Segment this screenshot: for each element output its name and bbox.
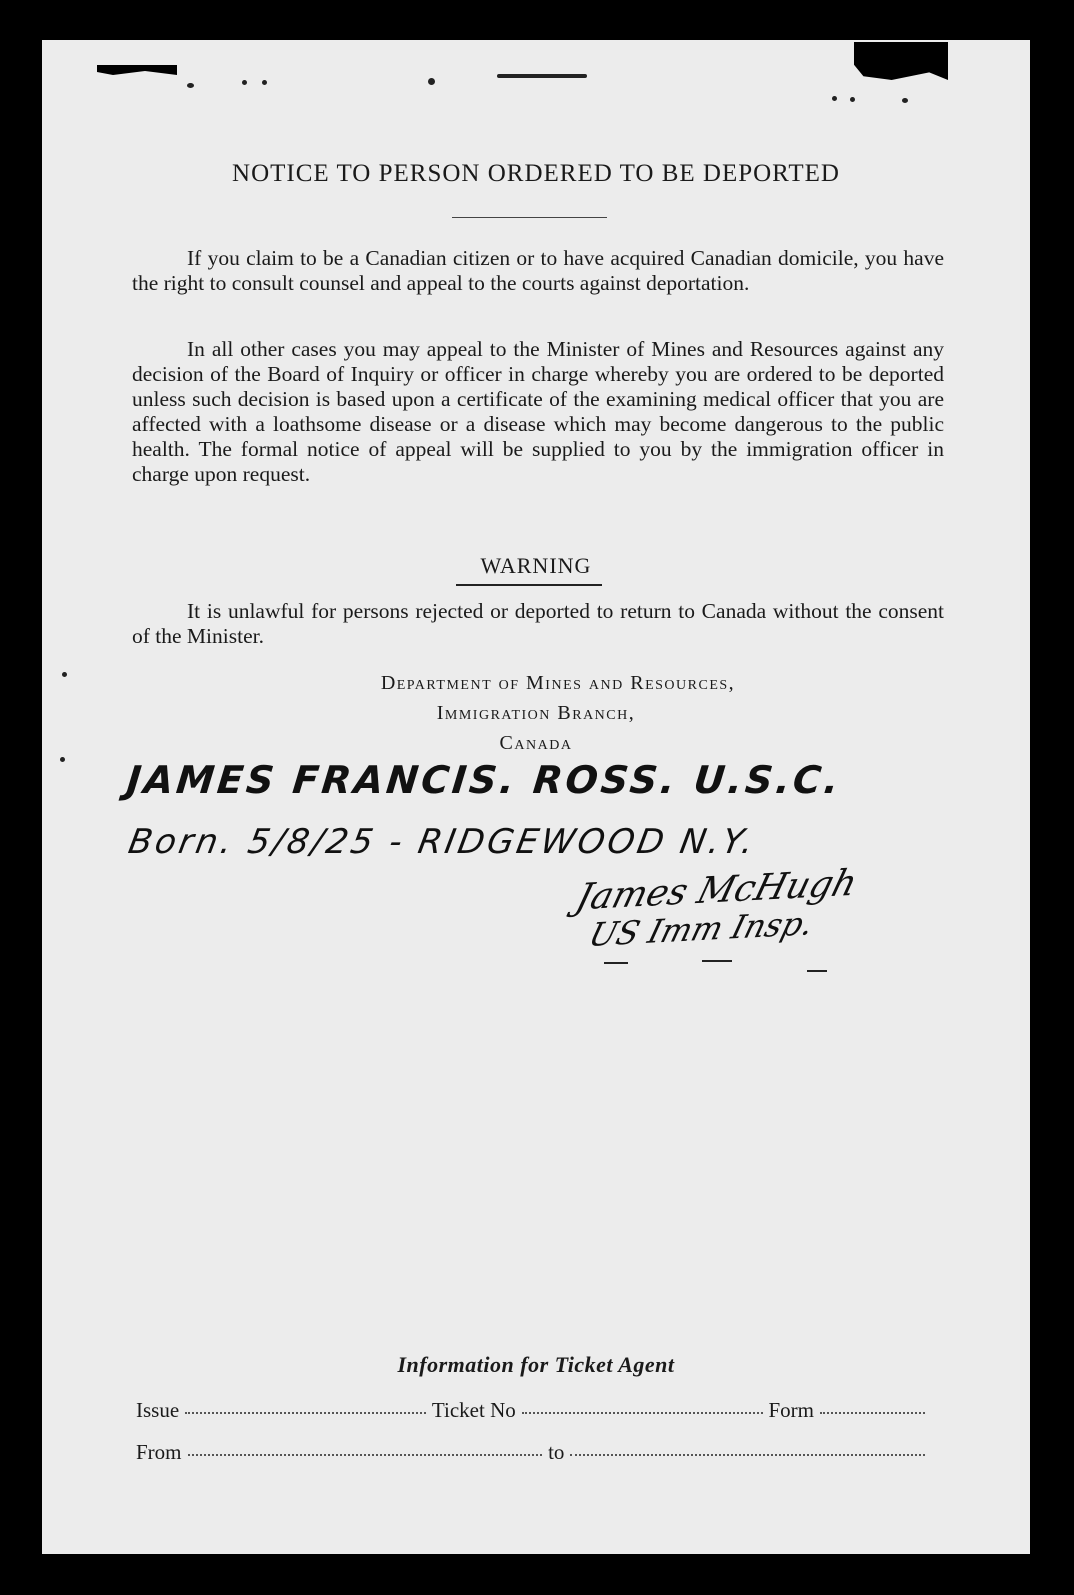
- citizen-appeal-paragraph: If you claim to be a Canadian citizen or to have acquired Canadian domicile, you have the right to consult counsel and appeal to the courts against deportation.: [132, 246, 944, 295]
- ink-speck: [242, 80, 247, 85]
- issuer-department: Department of Mines and Resources,: [380, 672, 736, 694]
- torn-edge-left: [97, 65, 177, 75]
- issuer-branch: Immigration Branch,: [436, 702, 636, 724]
- ink-speck: [428, 78, 435, 85]
- officer-signature: James McHugh: [571, 862, 862, 919]
- officer-title-handwritten: US Imm Insp.: [584, 903, 818, 955]
- handwritten-name: JAMES FRANCIS. ROSS. U.S.C.: [124, 758, 844, 802]
- ink-speck: [902, 98, 908, 103]
- ticket-issue-row: [136, 1398, 931, 1423]
- warning-paragraph: It is unlawful for persons rejected or deported to return to Canada without the consent of the Minister.: [132, 599, 944, 648]
- torn-edge-right: [854, 42, 948, 80]
- deportation-notice-page: [42, 40, 1030, 1554]
- from-label: From: [136, 1440, 182, 1464]
- form-blank: [820, 1411, 925, 1414]
- ink-speck: [832, 96, 837, 101]
- ink-speck: [850, 97, 855, 102]
- ink-speck: [187, 83, 194, 88]
- signature-dash: [807, 970, 827, 972]
- ticket-no-blank: [522, 1411, 763, 1414]
- warning-underline: [456, 584, 602, 586]
- notice-title: NOTICE TO PERSON ORDERED TO BE DEPORTED: [232, 160, 840, 187]
- signature-dash: [604, 962, 628, 964]
- ticket-route-row: [136, 1440, 931, 1465]
- to-blank: [570, 1453, 925, 1456]
- handwritten-birth-details: Born. 5/8/25 - RIDGEWOOD N.Y.: [125, 822, 760, 862]
- issue-blank: [185, 1411, 426, 1414]
- minister-appeal-paragraph: In all other cases you may appeal to the Minister of Mines and Resources against any decision of the Board of Inquiry or officer in charge whereby you are ordered to be deported unless such decision is based upon a certificate of the examining medical officer that you are affected with a loathsome disease or a disease which may become dangerous to the public health. The formal notice of appeal will be supplied to you by the immigration officer in charge upon request.: [132, 337, 944, 486]
- ticket-agent-heading: Information for Ticket Agent: [397, 1352, 675, 1377]
- ink-mark: [497, 74, 587, 78]
- signature-dash: [702, 960, 732, 962]
- ticket-no-label: Ticket No: [431, 1398, 516, 1422]
- issue-label: Issue: [136, 1398, 180, 1422]
- ink-speck: [60, 757, 65, 762]
- form-label: Form: [768, 1398, 815, 1422]
- warning-heading: WARNING: [480, 553, 592, 578]
- issuer-country: Canada: [499, 732, 573, 754]
- to-label: to: [548, 1440, 565, 1464]
- ink-speck: [262, 80, 267, 85]
- title-divider: [452, 217, 607, 218]
- from-blank: [188, 1453, 543, 1456]
